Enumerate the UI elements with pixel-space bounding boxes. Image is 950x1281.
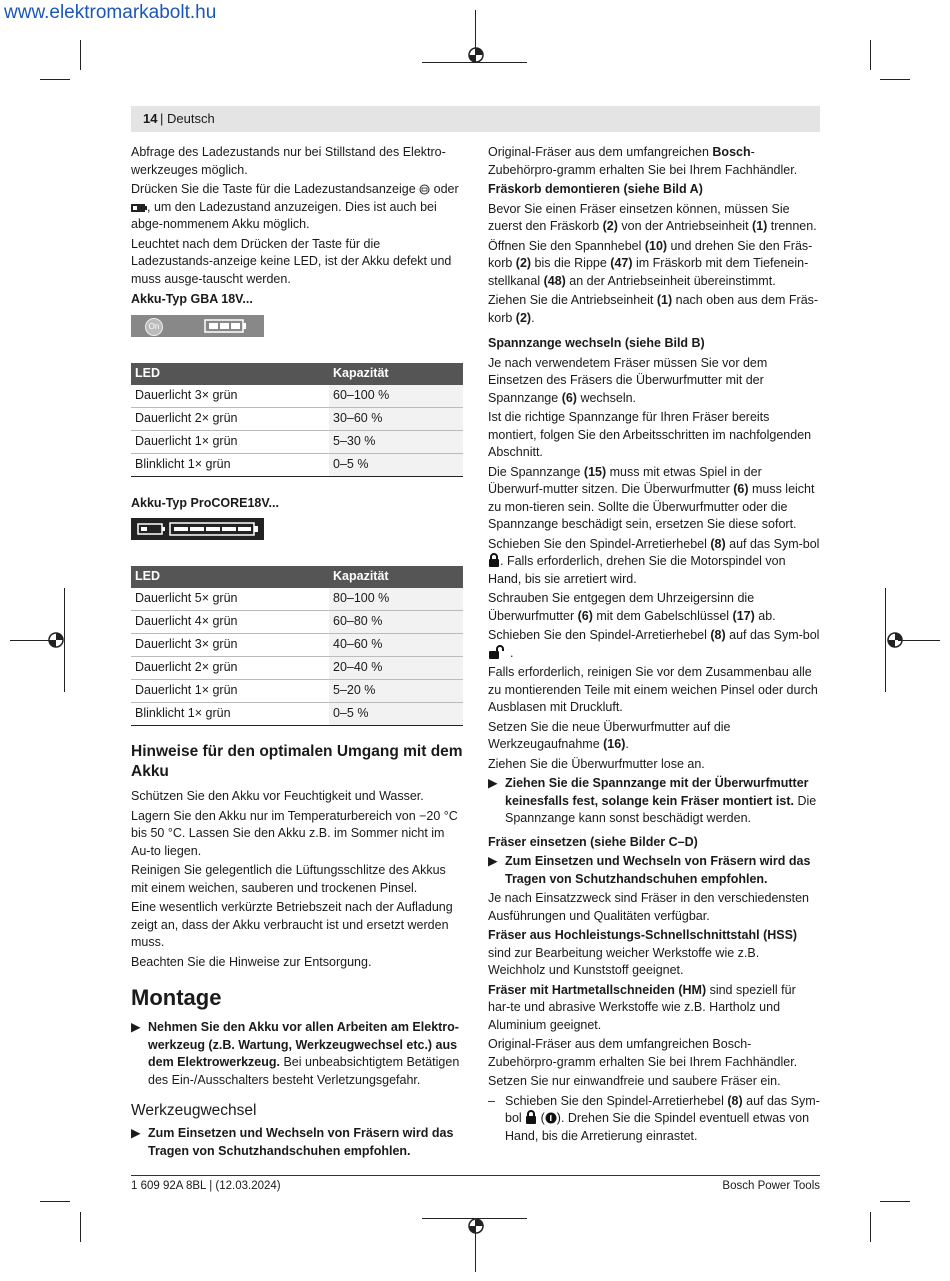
triangle-bullet-icon: ▶ [131,1126,141,1140]
table-row: Dauerlicht 2× grün 30–60 % [131,407,463,430]
paragraph: Setzen Sie nur einwandfreie und saubere Fräser ein. [488,1074,781,1088]
footer-divider [131,1175,820,1176]
battery-check-button-icon [419,184,430,195]
battery-level-icon [131,203,147,213]
left-column [131,144,464,1162]
paragraph: Ziehen Sie die Überwurfmutter lose an. [488,756,705,771]
table-row: Dauerlicht 1× grün 5–20 % [131,680,463,703]
battery-type-title: Akku-Typ GBA 18V... [131,292,253,306]
footer-brand: Bosch Power Tools [722,1180,820,1192]
watermark-url[interactable]: www.elektromarkabolt.hu [4,2,217,23]
paragraph: Eine wesentlich verkürzte Betriebszeit nach der Aufladung zeigt an, dass der Akku verbraucht ist und ersetzt werden muss. [131,900,453,949]
page-header [131,106,820,132]
warning-bullet: ▶ Ziehen Sie die Spannzange mit der Überwurfmutter keinesfalls fest, solange kein Fräser montiert ist. Die Spannzange kann sonst beschädigt werden. [488,776,817,825]
section-heading: Hinweise für den optimalen Umgang mit dem Akku [131,743,463,780]
section-heading: Werkzeugwechsel [131,1102,257,1119]
lock-closed-icon [525,1110,537,1124]
table-header: LED [131,566,329,588]
registration-mark-icon [465,44,487,66]
table-row: Blinklicht 1× grün 0–5 % [131,703,463,726]
paragraph: Reinigen Sie gelegentlich die Lüftungsschlitze des Akkus mit einem weichen, sauberen und trockenen Pinsel. [131,863,446,895]
warning-bullet: ▶ Zum Einsetzen und Wechseln von Fräsern wird das Tragen von Schutzhandschuhen empfohlen. [488,854,811,886]
chapter-heading: Montage [131,985,222,1010]
paragraph: Fräser mit Hartmetallschneiden (HM) sind speziell für har-te und abrasive Werkstoffe wie z.B. Hartholz und Aluminium geeignet. [488,982,796,1032]
paragraph: Leuchtet nach dem Drücken der Taste für die Ladezustands-anzeige keine LED, ist der Akku defekt und muss ausge-tauscht werden. [131,236,452,286]
table-header: Kapazität [329,363,463,385]
paragraph: Beachten Sie die Hinweise zur Entsorgung. [131,954,372,969]
lock-closed-icon [488,553,500,567]
battery-three-bars-icon [204,319,248,333]
paragraph: Falls erforderlich, reinigen Sie vor dem Zusammenbau alle zu montierenden Teile mit einem weichen Pinsel oder durch Ausblasen mit Druckluft. [488,665,818,714]
header-separator: | [160,111,164,126]
paragraph: Je nach Einsatzzweck sind Fräser in den verschiedensten Ausführungen und Qualitäten verfügbar. [488,891,809,923]
triangle-bullet-icon: ▶ [488,776,498,790]
capacity-table-gba [131,363,463,477]
table-row: Dauerlicht 3× grün 40–60 % [131,634,463,657]
capacity-table-procore [131,566,463,726]
paragraph: Lagern Sie den Akku nur im Temperaturbereich von −20 °C bis 50 °C. Lassen Sie den Akku z.B. im Sommer nicht im Au-to liegen. [131,808,458,858]
table-row: Dauerlicht 1× grün 5–30 % [131,430,463,453]
table-row: Dauerlicht 4× grün 60–80 % [131,611,463,634]
footer-doc-number: 1 609 92A 8BL | (12.03.2024) [131,1180,281,1192]
paragraph: Bevor Sie einen Fräser einsetzen können, müssen Sie zuerst den Fräskorb (2) von der Antriebseinheit (1) trennen. [488,201,817,233]
table-row: Dauerlicht 3× grün 60–100 % [131,385,463,408]
subsection-heading: Fräser einsetzen (siehe Bilder C–D) [488,834,698,849]
paragraph: Fräser aus Hochleistungs-Schnellschnittstahl (HSS) sind zur Bearbeitung weicher Werkstoffe wie z.B. Weichholz und Kunststoff geeignet. [488,928,798,977]
gba-battery-indicator [131,315,264,337]
paragraph: Original-Fräser aus dem umfangreichen Bosch-Zubehörpro-gramm erhalten Sie bei Ihrem Fachhändler. [488,145,798,177]
paragraph: Die Spannzange (15) muss mit etwas Spiel in der Überwurf-mutter sitzen. Die Überwurfmutter (6) muss leicht zu mon-tieren sein. Sollte die Überwurfmutter oder die Spannzange beschädigt sein, ersetzen Sie diese sofort. [488,464,815,531]
page-number: 14 [143,111,158,126]
header-language: Deutsch [167,111,215,126]
table-header: LED [131,363,329,385]
paragraph: Ist die richtige Spannzange für Ihren Fräser bereits montiert, folgen Sie den Arbeitsschritten im nachfolgenden Abschnitt. [488,410,812,459]
triangle-bullet-icon: ▶ [488,854,498,868]
right-column [488,144,820,1145]
battery-five-bars-icon [169,522,261,536]
paragraph: Öffnen Sie den Spannhebel (10) und drehen Sie den Fräs-korb (2) bis die Rippe (47) im Fräskorb mit dem Tiefenein-stellkanal (48) an der Antriebseinheit übereinstimmt. [488,238,813,288]
battery-level-icon [137,522,167,536]
paragraph: Ziehen Sie die Antriebseinheit (1) nach oben aus dem Fräs-korb (2). [488,293,819,325]
registration-mark-icon [45,629,67,651]
paragraph: Original-Fräser aus dem umfangreichen Bosch-Zubehörpro-gramm erhalten Sie bei Ihrem Fachhändler. [488,1037,798,1069]
paragraph: Schützen Sie den Akku vor Feuchtigkeit und Wasser. [131,789,424,803]
subsection-heading: Spannzange wechseln (siehe Bild B) [488,336,705,350]
procore-battery-indicator [131,518,264,540]
triangle-bullet-icon: ▶ [131,1020,141,1034]
paragraph: Setzen Sie die neue Überwurfmutter auf die Werkzeugaufnahme (16). [488,719,731,751]
table-row: Dauerlicht 5× grün 80–100 % [131,588,463,611]
list-item: – Schieben Sie den Spindel-Arretierhebel (8) auf das Sym-bol ( ). Drehen Sie die Spindel eventuell etwas von Hand, bis die Arretierung einrastet. [488,1093,820,1143]
table-row: Blinklicht 1× grün 0–5 % [131,453,463,476]
registration-mark-icon [884,629,906,651]
registration-mark-icon [465,1215,487,1237]
paragraph: Drücken Sie die Taste für die Ladezustandsanzeige oder , um den Ladezustand anzuzeigen. Dies ist auch bei abge-nommenem Akku möglich. [131,182,459,231]
step-one-circle-icon [545,1112,557,1124]
lock-open-icon [488,645,510,659]
paragraph: Schieben Sie den Spindel-Arretierhebel (8) auf das Sym-bol . [488,628,820,660]
paragraph: Je nach verwendetem Fräser müssen Sie vor dem Einsetzen des Fräsers die Überwurfmutter mit der Spannzange (6) wechseln. [488,355,768,405]
paragraph: Schieben Sie den Spindel-Arretierhebel (8) auf das Sym-bol . Falls erforderlich, drehen Sie die Motorspindel von Hand, bis sie arretiert wird. [488,536,820,586]
warning-bullet: ▶ Zum Einsetzen und Wechseln von Fräsern wird das Tragen von Schutzhandschuhen empfohlen. [131,1126,454,1158]
table-row: Dauerlicht 2× grün 20–40 % [131,657,463,680]
warning-bullet: ▶ Nehmen Sie den Akku vor allen Arbeiten am Elektro-werkzeug (z.B. Wartung, Werkzeugwechsel etc.) aus dem Elektrowerkzeug. Bei unbeabsichtigtem Betätigen des Ein-/Ausschalters besteht Verletzungsgefahr. [131,1020,460,1087]
paragraph: Schrauben Sie entgegen dem Uhrzeigersinn die Überwurfmutter (6) mit dem Gabelschlüssel (17) ab. [488,591,776,623]
on-button-icon: On [145,318,163,336]
table-header: Kapazität [329,566,463,588]
paragraph: Abfrage des Ladezustands nur bei Stillstand des Elektro-werkzeuges möglich. [131,145,446,177]
subsection-heading: Fräskorb demontieren (siehe Bild A) [488,182,703,196]
battery-type-title: Akku-Typ ProCORE18V... [131,495,279,510]
